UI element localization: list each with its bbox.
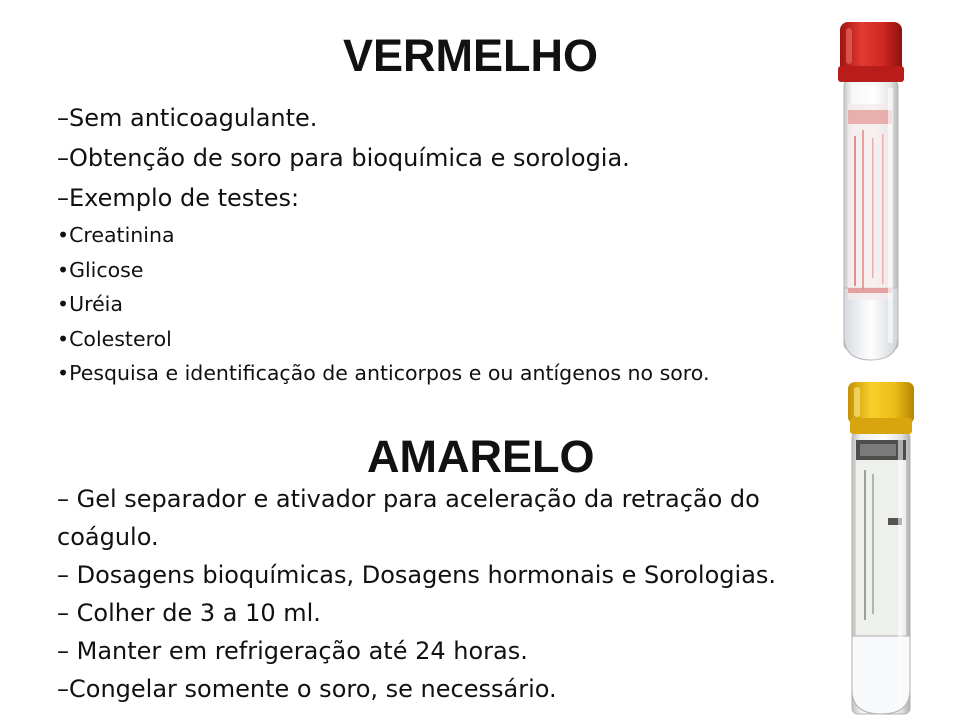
red-tube-cap <box>838 22 904 82</box>
yellow-tube-info-list <box>57 480 776 708</box>
yellow-line-colher: – Colher de 3 a 10 ml. <box>57 599 321 627</box>
red-tube-body <box>844 80 898 360</box>
red-line-serum: –Obtenção de soro para bioquímica e sorologia. <box>57 144 630 172</box>
red-bullet-ureia: •Uréia <box>57 292 123 316</box>
yellow-tube-cap <box>848 382 914 434</box>
red-line-anticoagulant: –Sem anticoagulante. <box>57 104 318 132</box>
yellow-tube-body <box>852 432 910 714</box>
red-bullet-pesquisa: •Pesquisa e identificação de anticorpos e ou antígenos no soro. <box>57 361 710 385</box>
red-tube-info-list <box>57 98 710 391</box>
yellow-cap-tube-image <box>844 378 920 718</box>
title-vermelho: VERMELHO <box>343 30 599 81</box>
red-bullet-colesterol: •Colesterol <box>57 326 172 351</box>
red-bullet-creatinina: •Creatinina <box>57 223 175 247</box>
red-line-tests-header: –Exemplo de testes: <box>57 184 300 212</box>
yellow-line-congelar: –Congelar somente o soro, se necessário. <box>57 675 557 703</box>
title-amarelo: AMARELO <box>367 431 595 482</box>
yellow-line-gel-cont: coágulo. <box>57 523 159 551</box>
red-bullet-glicose: •Glicose <box>57 257 144 282</box>
yellow-line-manter: – Manter em refrigeração até 24 horas. <box>57 637 528 665</box>
red-cap-tube-image <box>832 18 908 364</box>
yellow-line-dosagens: – Dosagens bioquímicas, Dosagens hormonais e Sorologias. <box>57 561 777 589</box>
yellow-line-gel: – Gel separador e ativador para aceleração da retração do <box>57 485 760 513</box>
